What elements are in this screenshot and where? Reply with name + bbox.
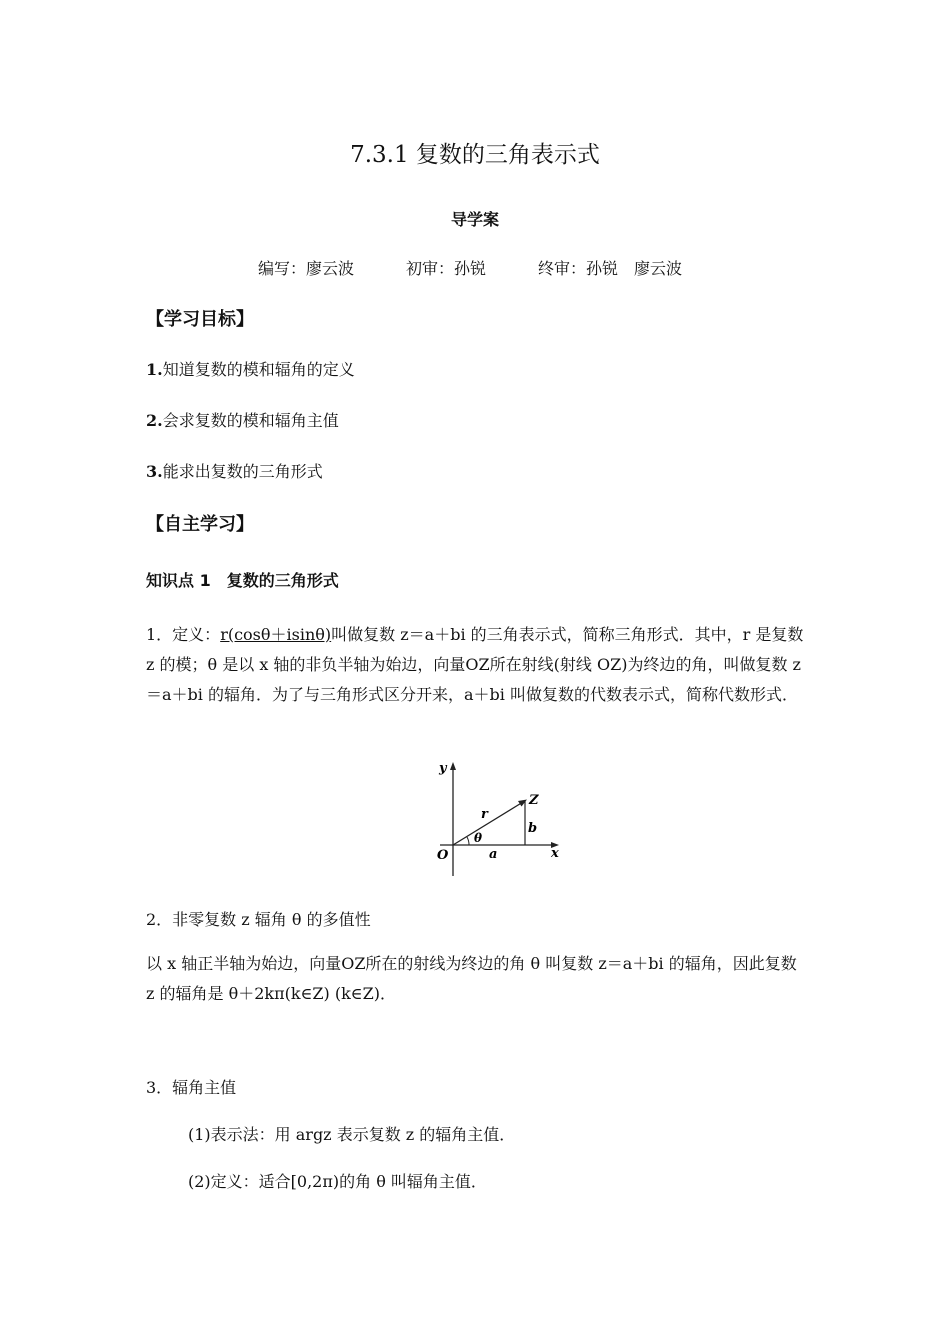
credit-author: 编写：廖云波: [258, 259, 355, 278]
item3-sub2: (2)定义：适合[0,2π)的角 θ 叫辐角主值．: [188, 1172, 487, 1191]
item3-sub1: (1)表示法：用 argz 表示复数 z 的辐角主值．: [188, 1125, 516, 1144]
page-subtitle: 导学案: [450, 210, 499, 229]
vector-oz: [453, 802, 523, 845]
label-theta: θ: [474, 831, 483, 845]
label-z: Z: [529, 793, 539, 808]
label-origin: O: [437, 848, 449, 863]
section-heading-self-study: 【自主学习】: [146, 514, 254, 535]
complex-plane-diagram: [425, 758, 575, 883]
goal-item: [146, 357, 355, 380]
definition-paragraph: [146, 620, 808, 710]
goal-number: 2.: [146, 411, 163, 430]
goal-item: [146, 459, 323, 482]
goal-text: 知道复数的模和辐角的定义: [162, 360, 355, 379]
goal-text: 能求出复数的三角形式: [162, 462, 323, 481]
definition-text: 叫做复数 z＝a＋bi 的三角表示式，简称三角形式．其中，r 是复数 z 的模；θ 是以 x 轴的非负半轴为始边，向量OZ所在射线(射线 OZ)为终边的角，叫做复数 z＝a＋bi 的辐角．为了与三角形式区分开来，a＋bi 叫做复数的代数表示式，简称代数形式．: [146, 625, 804, 704]
angle-arc: [467, 837, 469, 845]
goal-text: 会求复数的模和辐角主值: [162, 411, 339, 430]
label-b: b: [528, 821, 538, 836]
label-x: x: [551, 846, 559, 861]
item2-paragraph: 以 x 轴正半轴为始边，向量OZ所在的射线为终边的角 θ 叫复数 z＝a＋bi 的辐角，因此复数 z 的辐角是 θ＋2kπ(k∈Z) (k∈Z)．: [146, 954, 797, 1003]
item2-title: 2．非零复数 z 辐角 θ 的多值性: [146, 910, 371, 929]
label-y: y: [439, 761, 447, 776]
goal-number: 3.: [146, 462, 163, 481]
credit-first-review: 初审：孙锐: [406, 259, 487, 278]
credit-final-review: 终审：孙锐 廖云波: [538, 259, 683, 278]
credits-line: [258, 256, 682, 279]
label-r: r: [481, 807, 488, 822]
knowledge-point-heading: 知识点 1 复数的三角形式: [146, 571, 339, 590]
goal-item: [146, 408, 339, 431]
vector-arrow-icon: [518, 800, 527, 807]
label-a: a: [489, 847, 498, 862]
definition-formula: r(cosθ＋isinθ): [220, 625, 332, 644]
goal-number: 1.: [146, 360, 163, 379]
item3-title: 3．辐角主值: [146, 1078, 237, 1097]
definition-prefix: 1．定义：: [146, 625, 221, 644]
y-axis-arrow-icon: [450, 762, 456, 770]
section-heading-goals: 【学习目标】: [146, 309, 254, 330]
page-title: 7.3.1 复数的三角表示式: [350, 142, 600, 168]
